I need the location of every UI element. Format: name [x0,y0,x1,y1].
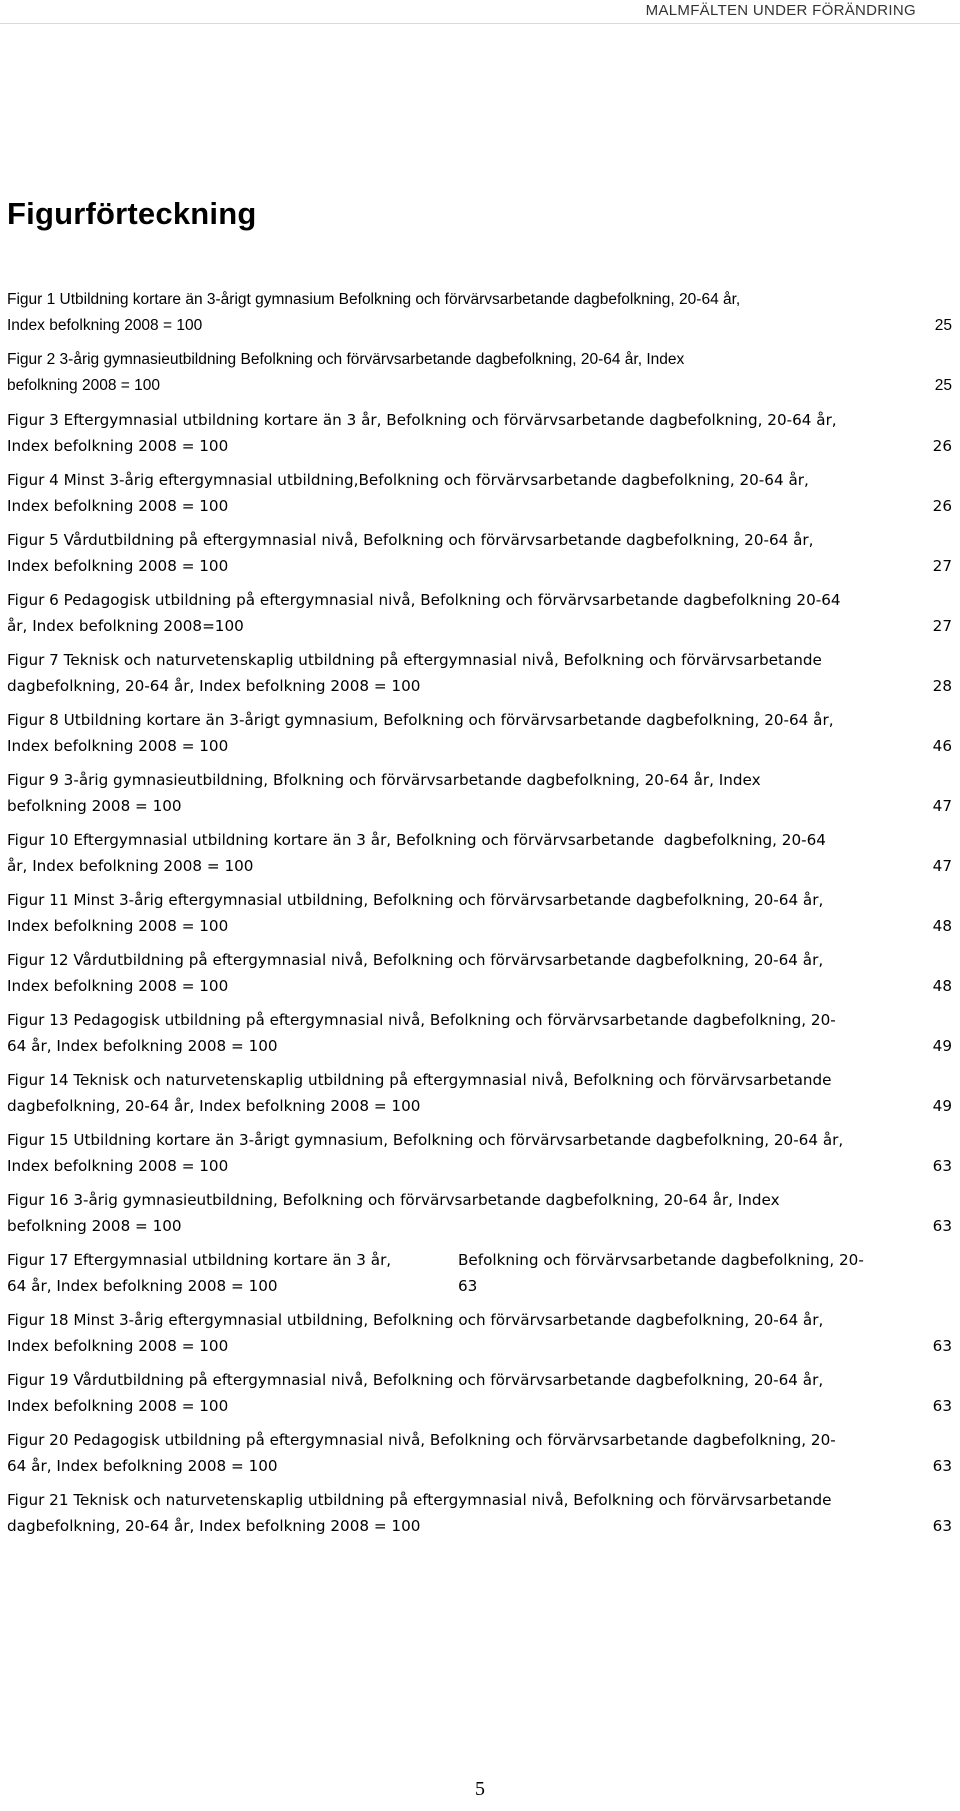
toc-entry-text: Figur 2 3-årig gymnasieutbildning Befolkning och förvärvsarbetande dagbefolkning, 20-64 år, Index befolkning 2008 = 100 [7,351,685,394]
toc-page-number: 63 [932,1397,952,1415]
toc-page-number: 26 [932,497,952,515]
toc-entry[interactable] [7,1187,957,1239]
toc-entry[interactable] [7,1247,957,1299]
toc-entry[interactable] [7,947,957,999]
toc-page-number: 26 [932,437,952,455]
toc-entry-text: Figur 10 Eftergymnasial utbildning kortare än 3 år, Befolkning och förvärvsarbetande dagbefolkning, 20-64 år, Index befolkning 2008 = 100 [7,831,826,875]
toc-entry[interactable] [7,707,957,759]
toc-entry[interactable] [7,587,957,639]
toc-entry[interactable] [7,347,957,399]
toc-entry-text: Figur 1 Utbildning kortare än 3-årigt gymnasium Befolkning och förvärvsarbetande dagbefolkning, 20-64 år, Index befolkning 2008 = 100 [7,291,741,334]
toc-entry-text: Figur 17 Eftergymnasial utbildning kortare än 3 år, 64 år, Index befolkning 2008 = 100 [7,1251,392,1295]
toc-page-number: 27 [932,557,952,575]
toc-entry-text: Figur 6 Pedagogisk utbildning på eftergymnasial nivå, Befolkning och förvärvsarbetande dagbefolkning 20-64 år, Index befolkning 2008=100 [7,591,841,635]
running-header: MALMFÄLTEN UNDER FÖRÄNDRING [645,2,916,19]
toc-entry[interactable] [7,1487,957,1539]
toc-entry[interactable] [7,467,957,519]
toc-page-number: 63 [932,1157,952,1175]
toc-page-number: 63 [932,1457,952,1475]
toc-entry-text: Figur 19 Vårdutbildning på eftergymnasial nivå, Befolkning och förvärvsarbetande dagbefolkning, 20-64 år, Index befolkning 2008 = 100 [7,1371,824,1415]
toc-page-number: 48 [932,917,952,935]
toc-page-number: 63 [932,1337,952,1355]
toc-entry-text: Figur 4 Minst 3-årig eftergymnasial utbildning,Befolkning och förvärvsarbetande dagbefolkning, 20-64 år, Index befolkning 2008 = 100 [7,471,809,515]
toc-page-number: 25 [934,377,952,394]
toc-entry[interactable] [7,1427,957,1479]
toc-page-number: 47 [932,857,952,875]
toc-entry-text: Figur 20 Pedagogisk utbildning på eftergymnasial nivå, Befolkning och förvärvsarbetande dagbefolkning, 20- 64 år, Index befolkning 2008 = 100 [7,1431,836,1475]
toc-entry-text: Figur 18 Minst 3-årig eftergymnasial utbildning, Befolkning och förvärvsarbetande dagbefolkning, 20-64 år, Index befolkning 2008 = 100 [7,1311,824,1355]
toc-page-number: 49 [932,1037,952,1055]
toc-page-number: 27 [932,617,952,635]
page-number: 5 [475,1778,485,1800]
toc-page-number: 47 [932,797,952,815]
toc-entry-text: Figur 3 Eftergymnasial utbildning kortare än 3 år, Befolkning och förvärvsarbetande dagbefolkning, 20-64 år, Index befolkning 2008 = 100 [7,411,837,455]
toc-entry[interactable] [7,647,957,699]
toc-entry-text: Figur 5 Vårdutbildning på eftergymnasial nivå, Befolkning och förvärvsarbetande dagbefolkning, 20-64 år, Index befolkning 2008 = 100 [7,531,814,575]
toc-page-number: 49 [932,1097,952,1115]
toc-entry[interactable] [7,767,957,819]
toc-entry[interactable] [7,1127,957,1179]
figure-list [7,287,957,1547]
toc-entry-text: Figur 16 3-årig gymnasieutbildning, Befolkning och förvärvsarbetande dagbefolkning, 20-64 år, Index befolkning 2008 = 100 [7,1191,780,1235]
toc-entry[interactable] [7,287,957,339]
toc-page-number: 48 [932,977,952,995]
toc-entry[interactable] [7,887,957,939]
toc-entry[interactable] [7,527,957,579]
toc-entry[interactable] [7,827,957,879]
toc-entry-text-continued: Befolkning och förvärvsarbetande dagbefolkning, 20- 63 [458,1251,864,1295]
toc-entry-text: Figur 8 Utbildning kortare än 3-årigt gymnasium, Befolkning och förvärvsarbetande dagbefolkning, 20-64 år, Index befolkning 2008 = 100 [7,711,834,755]
page-title: Figurförteckning [7,196,257,231]
toc-page-number: 25 [934,317,952,334]
toc-page-number: 63 [932,1517,952,1535]
toc-entry-text: Figur 14 Teknisk och naturvetenskaplig utbildning på eftergymnasial nivå, Befolkning och förvärvsarbetande dagbefolkning, 20-64 år, Index befolkning 2008 = 100 [7,1071,832,1115]
toc-entry-text: Figur 21 Teknisk och naturvetenskaplig utbildning på eftergymnasial nivå, Befolkning och förvärvsarbetande dagbefolkning, 20-64 år, Index befolkning 2008 = 100 [7,1491,832,1535]
toc-entry[interactable] [7,1067,957,1119]
toc-entry[interactable] [7,1307,957,1359]
toc-entry-text: Figur 9 3-årig gymnasieutbildning, Bfolkning och förvärvsarbetande dagbefolkning, 20-64 år, Index befolkning 2008 = 100 [7,771,761,815]
toc-entry-text: Figur 13 Pedagogisk utbildning på eftergymnasial nivå, Befolkning och förvärvsarbetande dagbefolkning, 20- 64 år, Index befolkning 2008 = 100 [7,1011,836,1055]
toc-entry[interactable] [7,1007,957,1059]
toc-entry[interactable] [7,407,957,459]
toc-entry-text: Figur 15 Utbildning kortare än 3-årigt gymnasium, Befolkning och förvärvsarbetande dagbefolkning, 20-64 år, Index befolkning 2008 = 100 [7,1131,844,1175]
toc-entry-text: Figur 11 Minst 3-årig eftergymnasial utbildning, Befolkning och förvärvsarbetande dagbefolkning, 20-64 år, Index befolkning 2008 = 100 [7,891,824,935]
toc-page-number: 46 [932,737,952,755]
toc-entry[interactable] [7,1367,957,1419]
toc-page-number: 28 [932,677,952,695]
toc-entry-text: Figur 12 Vårdutbildning på eftergymnasial nivå, Befolkning och förvärvsarbetande dagbefolkning, 20-64 år, Index befolkning 2008 = 100 [7,951,824,995]
toc-entry-text: Figur 7 Teknisk och naturvetenskaplig utbildning på eftergymnasial nivå, Befolkning och förvärvsarbetande dagbefolkning, 20-64 år, Index befolkning 2008 = 100 [7,651,822,695]
toc-page-number: 63 [932,1217,952,1235]
header-divider [0,23,960,24]
